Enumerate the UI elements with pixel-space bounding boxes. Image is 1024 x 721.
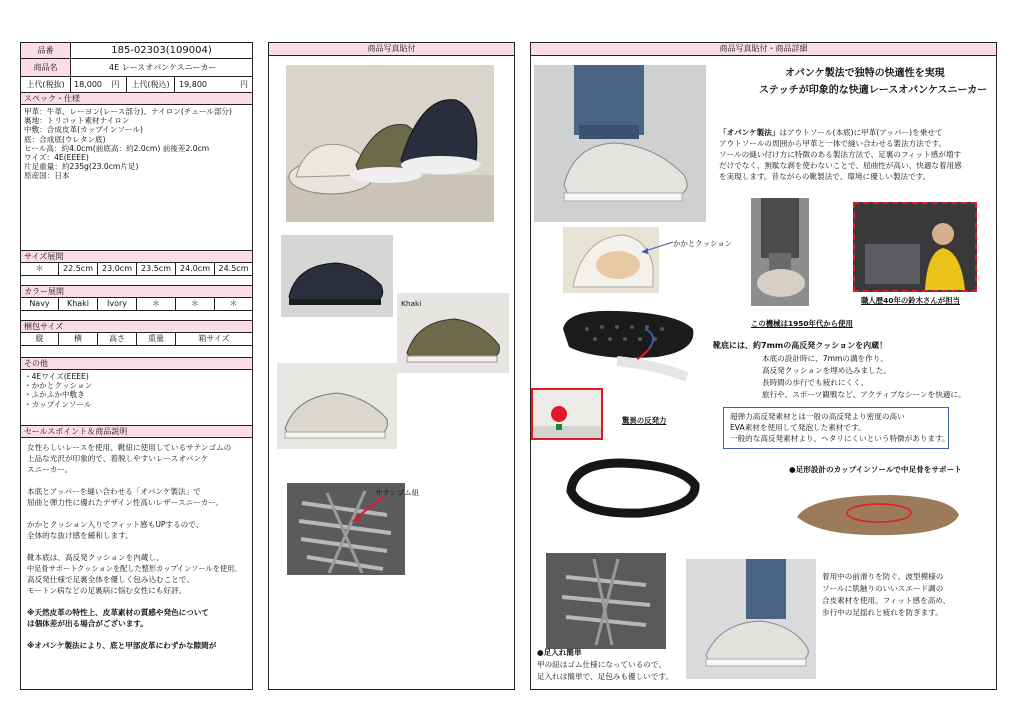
price-ex-yen: 円: [105, 77, 127, 92]
price-ex-value: 18,000: [74, 79, 102, 89]
rebound-photo: [531, 388, 603, 440]
ivory-shoe-illustration: [277, 363, 397, 449]
sales-paragraph: [27, 442, 246, 475]
sales-line: 中足骨サポートクッションを配した整形カップインソールを使用。: [27, 564, 242, 573]
intro-line: ソールの縫い付け方に特徴のある製法方法で、足裏のフィット感が増す: [719, 150, 962, 159]
color-cell: ＊: [229, 299, 238, 308]
navy-shoe-photo: [281, 235, 393, 317]
three-shoes-illustration: [286, 65, 494, 222]
detail-title-2: ステッチが印象的な快適レースオパンケスニーカー: [759, 85, 988, 96]
easy-entry-illustration: [546, 553, 666, 649]
spec-line: 底：合成底(ウレタン底): [24, 134, 106, 144]
size-cell: 24.5cm: [218, 264, 249, 273]
cushion-line: 長時間の歩行でも疲れにくく、: [762, 378, 869, 387]
spec-list: [21, 105, 252, 251]
material-note-line: 超弾力高反発素材とは一般の高反発より密度の高い: [730, 412, 905, 421]
price-row: [21, 77, 252, 93]
walking-illustration: [686, 559, 816, 679]
label-satin-lace: サテンゴム紐: [375, 488, 419, 497]
craftsman-caption: 職人歴40年の鈴木さんが担当: [861, 296, 960, 305]
color-cell: Ivory: [98, 298, 137, 310]
sales-paragraph: [27, 486, 246, 508]
insole-title: ●足形設計のカップインソールで中足骨をサポート: [789, 465, 962, 474]
photo-panel: [268, 42, 515, 690]
insole-line: ソールに肌触りのいいスエード調の: [822, 584, 944, 593]
craftsman-photo: [853, 202, 977, 292]
rebound-caption: 驚異の反発力: [622, 416, 667, 425]
color-row: [21, 298, 252, 311]
detail-panel: [530, 42, 997, 690]
size-cell: 24.0cm: [176, 263, 215, 275]
sewing-machine-illustration: [751, 198, 809, 306]
spec-panel: [20, 42, 253, 690]
color-heading: カラー展開: [21, 286, 252, 298]
other-line: ・カップインソール: [24, 399, 92, 409]
sales-heading: セールスポイント＆商品説明: [21, 426, 252, 438]
color-cell: Navy: [21, 298, 59, 310]
hinban-label: 品番: [21, 43, 71, 58]
spec-line: ワイズ：4E(EEEE): [24, 153, 89, 163]
pack-cell: 縦: [21, 333, 59, 345]
sales-paragraph: [27, 552, 246, 596]
heel-cushion-label: かかとクッション: [673, 239, 732, 248]
sales-line: 女性らしいレースを使用、靴紐に使用しているサテンゴムの: [27, 443, 232, 452]
intro-line: だけでなく、無駄な剥を使わないことで、屈曲性が高い、快適な着用感: [719, 161, 962, 170]
sales-line: スニーカー。: [27, 465, 73, 474]
size-cell: 23.0cm: [98, 263, 137, 275]
worn-shoe-illustration: [534, 65, 706, 222]
navy-shoe-illustration: [281, 235, 393, 317]
pack-cell: 重量: [137, 333, 176, 345]
pack-cell: 箱サイズ: [198, 334, 230, 343]
hinban-row: [21, 43, 252, 59]
cushion-sole-illustration: [561, 441, 703, 537]
rebound-ball-illustration: [533, 390, 601, 438]
intro-line: を実現します。昔ながらの靴製法で、環境に優しい製法です。: [719, 172, 931, 181]
product-name-value: 4E レースオパンケスニーカー: [109, 62, 217, 72]
intro-text: はアウトソール(本底)に甲革(アッパー)を乗せて: [779, 128, 943, 137]
photo-panel-heading: 商品写真貼付: [269, 43, 514, 56]
sales-line: モートン病などの足裏病に悩む女性にも好評。: [27, 586, 187, 595]
spec-line: 原産国：日本: [24, 171, 70, 181]
cup-insole-illustration: [791, 483, 963, 541]
price-ex-label: 上代(税抜): [21, 77, 71, 92]
cushion-line: 本底の設計時に、7mmの溝を作り、: [762, 354, 888, 363]
sewing-machine-photo: [751, 198, 809, 306]
product-name-row: [21, 59, 252, 77]
heel-cushion-photo: [563, 227, 659, 293]
insole-cushion-photo: [557, 299, 699, 389]
other-line: ・ふかふか中敷き: [24, 390, 85, 400]
easy-entry-title: ●足入れ簡単: [537, 648, 582, 657]
cushion-sole-photo: [561, 441, 703, 537]
pack-heading: 梱包サイズ: [21, 321, 252, 333]
insole-line: 合皮素材を使用。フィット感を高め、: [822, 596, 951, 605]
other-line: ・かかとクッション: [24, 381, 93, 391]
price-in-yen: 円: [240, 79, 248, 89]
other-list: [21, 370, 252, 426]
material-note-line: EVA素材を使用して発泡した素材です。: [730, 423, 866, 432]
pointer-arrow-icon: [349, 493, 389, 523]
material-note-line: 一般的な高反発素材より、ヘタリにくいという特徴があります。: [730, 434, 950, 443]
material-note-box: [723, 407, 949, 449]
price-in-value: 19,800: [179, 79, 207, 89]
cushion-line: 高反発クッションを埋め込みました。: [762, 366, 891, 375]
ivory-shoe-photo: [277, 363, 397, 449]
size-heading: サイズ展開: [21, 251, 252, 263]
detail-panel-heading: 商品写真貼付・商品詳細: [531, 43, 996, 56]
sales-paragraph: [27, 519, 246, 541]
hinban-value: 185-02303(109004): [111, 44, 212, 56]
insole-cushion-illustration: [557, 299, 699, 389]
craftsman-illustration: [855, 204, 975, 290]
worn-shoe-photo: [534, 65, 706, 222]
cushion-line: 旅行や、スポーツ観戦など、アクティブなシーンを快適に。: [762, 390, 966, 399]
price-in-label: 上代(税込): [127, 77, 175, 92]
sales-line: 全体的な抜け感を緩和します。: [27, 531, 133, 540]
spacer: [21, 311, 252, 321]
color-cell: ＊: [137, 298, 176, 310]
spec-line: 片足重量：約235g(23.0cm片足): [24, 162, 139, 172]
insole-line: 歩行中の足揺れと疲れを防ぎます。: [822, 608, 943, 617]
color-cell: Khaki: [59, 298, 98, 310]
color-cell: ＊: [176, 298, 215, 310]
spec-heading: スペック・仕様: [21, 93, 252, 105]
detail-title-1: オパンケ製法で独特の快適性を実現: [785, 68, 945, 79]
sales-description: [21, 438, 252, 655]
easy-entry-photo: [546, 553, 666, 649]
cup-insole-photo: [791, 483, 963, 541]
size-cell: ＊: [21, 263, 59, 275]
intro-line: アウトソールの周囲から甲革と一体で縫い合わせる製法方法です。: [719, 139, 947, 148]
label-khaki: Khaki: [401, 299, 422, 308]
sales-line: 高反発仕様で足裏全体を優しく包み込むことで、: [27, 575, 194, 584]
other-line: ・4Eワイズ(EEEE): [24, 372, 89, 381]
sales-note: ※オパンケ製法により、底と甲部皮革にわずかな隙間が: [27, 641, 217, 650]
easy-entry-line: 甲の紐はゴム仕様になっているので、: [537, 660, 666, 669]
sales-line: 本底とアッパーを縫い合わせる「オパンケ製法」で: [27, 487, 201, 496]
size-cell: 22.5cm: [59, 263, 98, 275]
size-cell: 23.5cm: [137, 263, 176, 275]
heel-arrow-icon: [639, 239, 675, 255]
sales-line: 靴本底は、高反発クッションを内蔵し、: [27, 553, 164, 562]
cushion-title: 靴底には、約7mmの高反発クッションを内蔵！: [713, 341, 888, 350]
sales-line: 上品な光沢が印象的で、着脱しやすいレースオパンケ: [27, 454, 209, 463]
pack-row: [21, 333, 252, 346]
heel-cushion-illustration: [563, 227, 659, 293]
sales-note-line: は個体差が出る場合がございます。: [27, 619, 148, 628]
product-name-label: 商品名: [21, 59, 71, 76]
other-heading: その他: [21, 358, 252, 370]
pack-cell: 高さ: [98, 333, 137, 345]
size-row: [21, 263, 252, 276]
spec-line: ヒール高：約4.0cm(前底高：約2.0cm) 前後差2.0cm: [24, 143, 210, 153]
sales-note-line: ※天然皮革の特性上、皮革素材の質感や発色について: [27, 608, 209, 617]
easy-entry-line: 足入れは簡単で、足包みも優しいです。: [537, 672, 673, 681]
spec-line: 甲革：牛革、レーヨン(レース部分)、ナイロン(チュール部分): [24, 107, 232, 116]
machine-caption: この機械は1950年代から使用: [751, 319, 853, 328]
walking-photo: [686, 559, 816, 679]
intro-bold: 「オパンケ製法」: [719, 128, 780, 137]
insole-line: 着用中の前滑りを防ぐ、波型模様の: [822, 572, 944, 581]
price-in-cell: [175, 77, 252, 92]
spec-line: 裏地：トリコット素材ナイロン: [24, 116, 130, 126]
sales-line: 屈曲と弾力性に優れたデザイン性高いレザースニーカー。: [27, 498, 224, 507]
intro-line-1: [719, 127, 943, 138]
main-shoe-photo: [286, 65, 494, 222]
spacer: [21, 276, 252, 286]
sales-line: かかとクッション入りでフィット感もUPするので、: [27, 520, 204, 529]
pack-cell: 横: [59, 333, 98, 345]
spec-line: 中敷：合成皮革(カップインソール): [24, 125, 143, 135]
spacer: [21, 346, 252, 358]
sales-note: [27, 607, 246, 629]
